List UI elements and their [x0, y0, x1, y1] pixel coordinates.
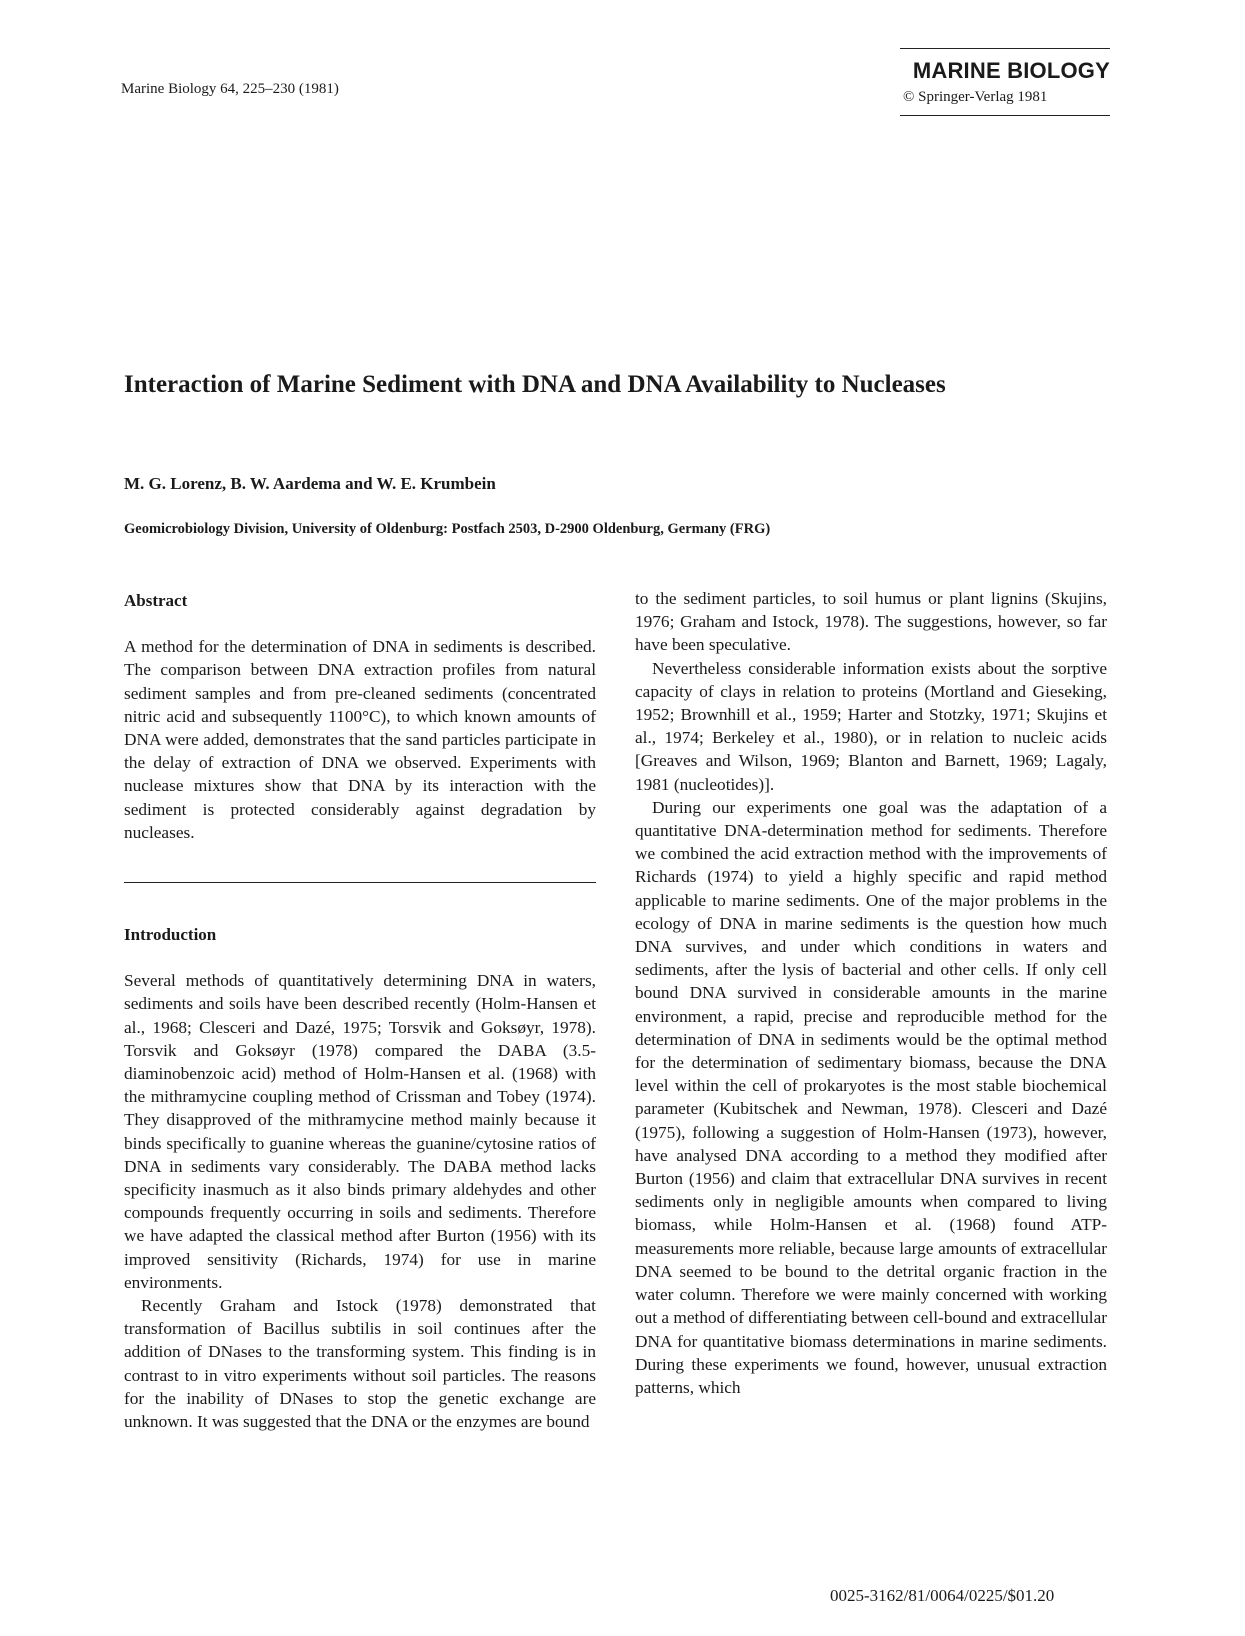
article-code: 0025-3162/81/0064/0225/$01.20 [830, 1586, 1055, 1605]
introduction-heading: Introduction [124, 925, 217, 945]
intro-paragraph-4: Nevertheless considerable information exists about the sorptive capacity of clays in relation to proteins (Mortland and Gieseking, 1952; Brownhill et al., 1959; Harter and Stotzky, 1971; Skujins et al., 1974; Berkeley et al., 1980), or in relation to nucleic acids [Greaves and Wilson, 1969; Blanton and Barnett, 1969; Lagaly, 1981 (nucleotides)]. [635, 658, 1107, 794]
left-column [124, 589, 596, 1433]
section-divider [124, 882, 596, 883]
intro-paragraph-3: to the sediment particles, to soil humus or plant lignins (Skujins, 1976; Graham and Istock, 1978). The suggestions, however, so far have been speculative. [635, 589, 1107, 655]
abstract-text: A method for the determination of DNA in sediments is described. The comparison between DNA extraction profiles from natural sediment samples and from pre-cleaned sediments (concentrated nitric acid and subsequently 1100°C), to which known amounts of DNA were added, demonstrates that the sand particles participate in the delay of extraction of DNA we observed. Experiments with nuclease mixtures show that DNA by its interaction with the sediment is protected considerably against degradation by nucleases. [124, 637, 596, 842]
article-title: Interaction of Marine Sediment with DNA and DNA Availability to Nucleases [124, 371, 946, 398]
journal-brand [900, 48, 1110, 116]
copyright-notice: © Springer-Verlag 1981 [903, 89, 1048, 105]
right-column [635, 587, 1107, 1399]
intro-paragraph-1: Several methods of quantitatively determining DNA in waters, sediments and soils have been described recently (Holm-Hansen et al., 1968; Clesceri and Dazé, 1975; Torsvik and Goksøyr, 1978). Torsvik and Goksøyr (1978) compared the DABA (3.5-diaminobenzoic acid) method of Holm-Hansen et al. (1968) with the mithramycine coupling method of Crissman and Tobey (1974). They disapproved of the mithramycine method mainly because it binds specifically to guanine whereas the guanine/cytosine ratios of DNA in sediments vary considerably. The DABA method lacks specificity inasmuch as it also binds primary aldehydes and other compounds frequently occurring in soils and sediments. Therefore we have adapted the classical method after Burton (1956) with its improved sensitivity (Richards, 1974) for use in marine environments. [124, 971, 596, 1292]
author-affiliation: Geomicrobiology Division, University of Oldenburg: Postfach 2503, D-2900 Oldenburg, Germany (FRG) [124, 521, 771, 537]
intro-paragraph-5: During our experiments one goal was the adaptation of a quantitative DNA-determination method for sediments. Therefore we combined the acid extraction method with the improvements of Richards (1974) to yield a highly specific and rapid method applicable to marine sediments. One of the major problems in the ecology of DNA in marine sediments is the question how much DNA survives, and under which conditions in waters and sediments, after the lysis of bacterial and other cells. If only cell bound DNA survived in considerable amounts in the marine environment, a rapid, precise and reproducible method for the determination of DNA in sediments would be the optimal method for the determination of sedimentary biomass, because the DNA level within the cell of prokaryotes is the most stable biochemical parameter (Kubitschek and Newman, 1978). Clesceri and Dazé (1975), following a suggestion of Holm-Hansen (1973), however, have analysed DNA according to a method they modified after Burton (1956) and claim that extracellular DNA survives in recent sediments only in negligible amounts when compared to living biomass, while Holm-Hansen et al. (1968) found ATP-measurements more reliable, because large amounts of extracellular DNA seemed to be bound to the detrital organic fraction in the water column. Therefore we were mainly concerned with working out a method of differentiating between cell-bound and extracellular DNA for quantitative biomass determinations in marine sediments. During these experiments we found, however, unusual extraction patterns, which [635, 797, 1107, 1397]
article-authors: M. G. Lorenz, B. W. Aardema and W. E. Krumbein [124, 474, 496, 493]
journal-name: MARINE BIOLOGY [912, 58, 1110, 83]
abstract-heading: Abstract [124, 591, 188, 610]
journal-citation: Marine Biology 64, 225–230 (1981) [121, 81, 339, 97]
intro-paragraph-2: Recently Graham and Istock (1978) demonstrated that transformation of Bacillus subtilis in soil continues after the addition of DNases to the transforming system. This finding is in contrast to in vitro experiments without soil particles. The reasons for the inability of DNases to stop the genetic exchange are unknown. It was suggested that the DNA or the enzymes are bound [124, 1296, 596, 1432]
